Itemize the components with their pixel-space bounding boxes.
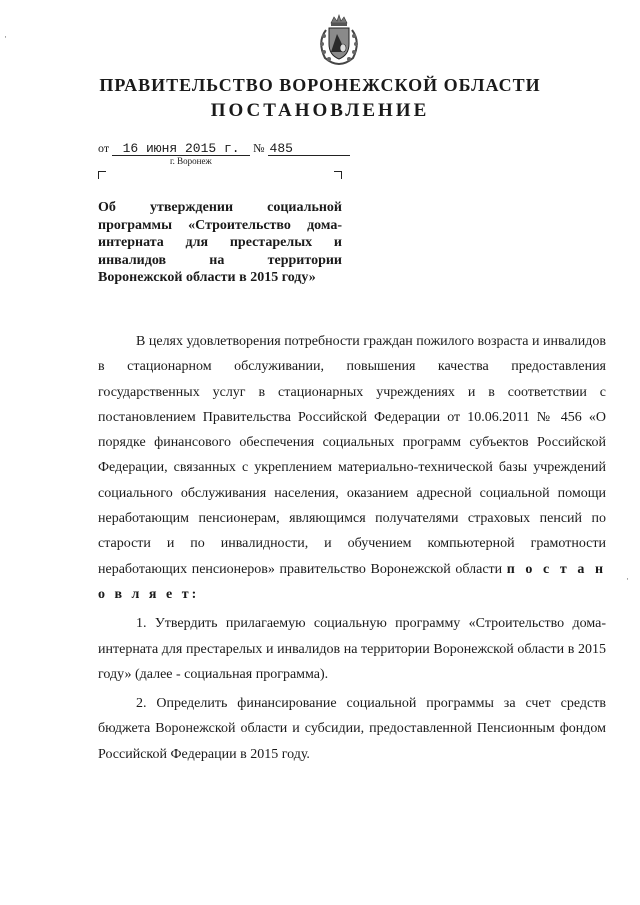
resolves-word: п о с т а н о в л я е т:	[98, 561, 607, 602]
city: г. Воронеж	[170, 156, 212, 166]
subject-corner-left	[98, 171, 106, 179]
voronezh-coat-of-arms-icon	[312, 14, 366, 68]
number-label: №	[253, 141, 265, 155]
document-body	[98, 329, 606, 771]
item-1: 1. Утвердить прилагаемую социальную программу «Строительство дома-интерната для престарелых и инвалидов на территории Воронежской области в 2015 году» (далее - социальная программа).	[98, 616, 606, 682]
preamble-text: В целях удовлетворения потребности граждан пожилого возраста и инвалидов в стационарном обслуживании, повышения качества предоставления государственных услуг в стационарных учреждениях и в соответствии с постановлением Правительства Российской Федерации от 10.06.2011 № 456 «О порядке финансового обеспечения социальных программ субъектов Российской Федерации, связанных с укреплением материально-технической базы учреждений социального обслуживания населения, оказанием адресной социальной помощи неработающим пенсионерам, являющимся получателями страховых пенсий по старости и по инвалидности, и обучением компьютерной грамотности неработающих пенсионеров» правительство Воронежской области	[98, 334, 606, 577]
item-2: 2. Определить финансирование социальной программы за счет средств бюджета Воронежской области и субсидии, предоставленной Пенсионным фондом Российской Федерации в 2015 году.	[98, 696, 606, 762]
document-date: 16 июня 2015 г.	[112, 142, 250, 156]
from-label: от	[98, 141, 110, 155]
scan-speck: ·	[626, 574, 629, 584]
preamble-paragraph	[98, 329, 606, 607]
document-type-title: ПОСТАНОВЛЕНИЕ	[210, 100, 430, 121]
document-number: 485	[268, 142, 350, 156]
dateline	[98, 141, 350, 156]
document-subject: Об утверждении социальной программы «Строительство дома-интерната для престарелых и инвалидов на территории Воронежской области в 2015 году»	[98, 200, 342, 285]
scan-speck: ·	[4, 32, 7, 42]
government-name: ПРАВИТЕЛЬСТВО ВОРОНЕЖСКОЙ ОБЛАСТИ	[99, 75, 541, 95]
subject-corner-right	[334, 171, 342, 179]
